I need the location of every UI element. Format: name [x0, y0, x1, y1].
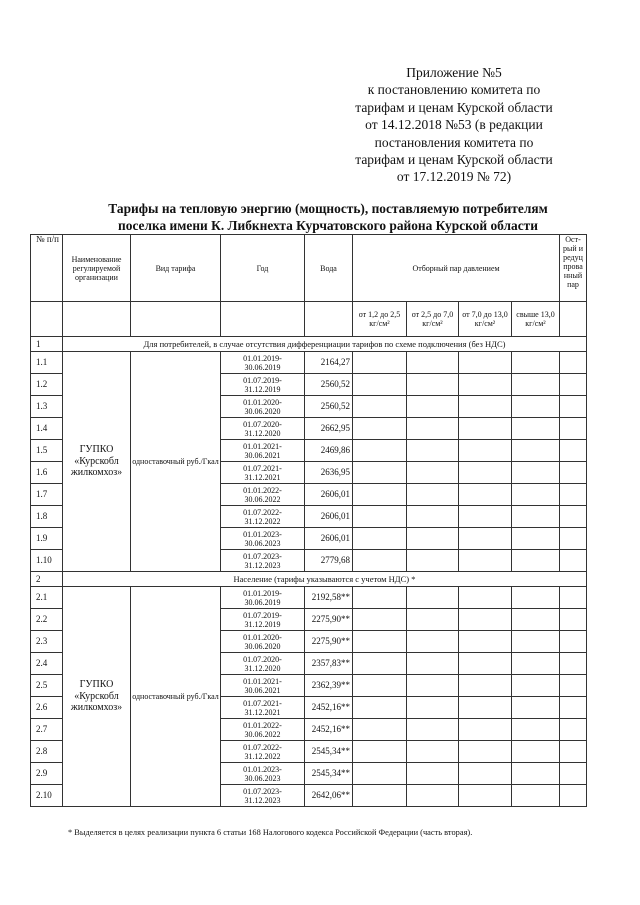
water-value: 2192,58** [305, 587, 353, 609]
period-cell [221, 719, 305, 741]
water-value: 2606,01 [305, 484, 353, 506]
period-end: 31.12.2020 [244, 428, 281, 438]
water-value: 2662,95 [305, 418, 353, 440]
row-num: 1.10 [31, 550, 63, 572]
empty-cell [353, 462, 407, 484]
empty-cell [512, 697, 560, 719]
row-num: 1.9 [31, 528, 63, 550]
period-end: 31.12.2020 [244, 663, 281, 673]
row-num: 2.7 [31, 719, 63, 741]
period-start: 01.01.2022- [243, 485, 282, 495]
empty-cell [353, 528, 407, 550]
period-start: 01.07.2021- [243, 698, 282, 708]
period-end: 30.06.2021 [244, 685, 281, 695]
empty-cell [407, 440, 459, 462]
water-value: 2560,52 [305, 396, 353, 418]
empty-cell [560, 418, 587, 440]
empty-cell [459, 462, 512, 484]
water-value: 2606,01 [305, 506, 353, 528]
period-start: 01.01.2021- [243, 441, 282, 451]
period-end: 30.06.2020 [244, 406, 281, 416]
org-name: ГУПКО «Курскобл жилкомхоз» [63, 352, 131, 572]
empty-cell [353, 396, 407, 418]
header-org: Наименование регулируемой организации [63, 235, 131, 302]
section-num: 2 [31, 572, 63, 587]
empty-cell [353, 763, 407, 785]
period-cell [221, 374, 305, 396]
period-cell [221, 352, 305, 374]
empty-cell [353, 653, 407, 675]
empty-cell [560, 763, 587, 785]
empty-cell [560, 352, 587, 374]
empty-cell [353, 697, 407, 719]
period-cell [221, 528, 305, 550]
period-start: 01.01.2023- [243, 529, 282, 539]
empty-cell [459, 587, 512, 609]
period-cell [221, 785, 305, 807]
period-start: 01.07.2020- [243, 654, 282, 664]
period-cell [221, 609, 305, 631]
period-start: 01.07.2022- [243, 507, 282, 517]
empty-cell [353, 631, 407, 653]
empty-cell [560, 785, 587, 807]
appendix-line: постановления комитета по [374, 134, 534, 150]
empty-cell [407, 741, 459, 763]
period-start: 01.07.2020- [243, 419, 282, 429]
empty-cell [407, 506, 459, 528]
empty-cell [512, 418, 560, 440]
empty-cell [407, 550, 459, 572]
empty-cell [512, 440, 560, 462]
empty-cell [459, 440, 512, 462]
empty-cell [560, 302, 587, 337]
period-cell [221, 763, 305, 785]
empty-cell [407, 785, 459, 807]
empty-cell [407, 763, 459, 785]
document-title [40, 200, 616, 234]
period-start: 01.01.2019- [243, 353, 282, 363]
empty-cell [407, 396, 459, 418]
period-start: 01.01.2019- [243, 588, 282, 598]
water-value: 2362,39** [305, 675, 353, 697]
empty-cell [407, 374, 459, 396]
table-row [31, 587, 587, 609]
row-num: 1.3 [31, 396, 63, 418]
empty-cell [560, 741, 587, 763]
empty-cell [512, 587, 560, 609]
empty-cell [353, 785, 407, 807]
period-end: 31.12.2021 [244, 472, 281, 482]
period-cell [221, 550, 305, 572]
period-cell [221, 440, 305, 462]
empty-cell [560, 697, 587, 719]
empty-cell [459, 609, 512, 631]
tariff-table [30, 234, 587, 807]
header-steam: Отборный пар давлением [353, 235, 560, 302]
empty-cell [512, 374, 560, 396]
water-value: 2275,90** [305, 631, 353, 653]
empty-cell [459, 352, 512, 374]
org-name: ГУПКО «Курскобл жилкомхоз» [63, 587, 131, 807]
period-cell [221, 675, 305, 697]
period-start: 01.07.2019- [243, 375, 282, 385]
empty-cell [560, 374, 587, 396]
row-num: 2.2 [31, 609, 63, 631]
empty-cell [459, 506, 512, 528]
appendix-line: от 14.12.2018 №53 (в редакции [365, 117, 543, 133]
empty-cell [407, 352, 459, 374]
empty-cell [560, 440, 587, 462]
section-row [31, 572, 587, 587]
period-start: 01.01.2021- [243, 676, 282, 686]
water-value: 2545,34** [305, 741, 353, 763]
empty-cell [512, 528, 560, 550]
empty-cell [512, 550, 560, 572]
period-cell [221, 587, 305, 609]
section-row [31, 337, 587, 352]
empty-cell [512, 609, 560, 631]
empty-cell [560, 631, 587, 653]
row-num: 1.1 [31, 352, 63, 374]
row-num: 1.5 [31, 440, 63, 462]
period-cell [221, 631, 305, 653]
section-title: Население (тарифы указываются с учетом НДС) * [63, 572, 587, 587]
footnote: * Выделяется в целях реализации пункта 6 статьи 168 Налогового кодекса Российской Федерации (часть вторая). [68, 828, 473, 837]
period-end: 31.12.2021 [244, 707, 281, 717]
water-value: 2642,06** [305, 785, 353, 807]
row-num: 2.3 [31, 631, 63, 653]
empty-cell [353, 374, 407, 396]
period-start: 01.01.2022- [243, 720, 282, 730]
steam-subheader: от 1,2 до 2,5 кг/см² [353, 302, 407, 337]
row-num: 1.4 [31, 418, 63, 440]
empty-cell [353, 719, 407, 741]
empty-cell [459, 675, 512, 697]
period-end: 31.12.2023 [244, 560, 281, 570]
period-end: 30.06.2023 [244, 538, 281, 548]
period-end: 31.12.2019 [244, 619, 281, 629]
appendix-block [328, 64, 580, 186]
empty-cell [560, 550, 587, 572]
empty-cell [512, 352, 560, 374]
empty-cell [560, 528, 587, 550]
empty-cell [512, 785, 560, 807]
empty-cell [512, 396, 560, 418]
empty-cell [512, 506, 560, 528]
empty-cell [407, 587, 459, 609]
row-num: 2.4 [31, 653, 63, 675]
empty-cell [407, 631, 459, 653]
row-num: 2.10 [31, 785, 63, 807]
row-num: 2.8 [31, 741, 63, 763]
water-value: 2636,95 [305, 462, 353, 484]
header-water: Вода [305, 235, 353, 302]
period-end: 31.12.2023 [244, 795, 281, 805]
period-end: 31.12.2019 [244, 384, 281, 394]
title-line-1: Тарифы на тепловую энергию (мощность), поставляемую потребителям [108, 201, 548, 216]
empty-cell [31, 302, 63, 337]
appendix-line: Приложение №5 [406, 65, 502, 80]
empty-cell [560, 675, 587, 697]
water-value: 2469,86 [305, 440, 353, 462]
period-start: 01.01.2023- [243, 764, 282, 774]
tariff-type: одноставочный руб./Гкал [131, 587, 221, 807]
period-end: 31.12.2022 [244, 516, 281, 526]
empty-cell [353, 587, 407, 609]
empty-cell [512, 719, 560, 741]
steam-subheader: от 7,0 до 13,0 кг/см² [459, 302, 512, 337]
water-value: 2779,68 [305, 550, 353, 572]
empty-cell [512, 763, 560, 785]
empty-cell [353, 440, 407, 462]
empty-cell [407, 418, 459, 440]
empty-cell [459, 550, 512, 572]
water-value: 2452,16** [305, 697, 353, 719]
period-cell [221, 418, 305, 440]
empty-cell [353, 675, 407, 697]
empty-cell [353, 506, 407, 528]
empty-cell [560, 462, 587, 484]
period-cell [221, 396, 305, 418]
empty-cell [407, 675, 459, 697]
appendix-line: тарифам и ценам Курской области [355, 99, 553, 115]
header-num: № п/п [31, 235, 63, 302]
period-start: 01.01.2020- [243, 632, 282, 642]
empty-cell [512, 462, 560, 484]
row-num: 1.6 [31, 462, 63, 484]
empty-cell [131, 302, 221, 337]
empty-cell [459, 396, 512, 418]
empty-cell [459, 763, 512, 785]
period-start: 01.01.2020- [243, 397, 282, 407]
empty-cell [407, 719, 459, 741]
empty-cell [305, 302, 353, 337]
row-num: 2.5 [31, 675, 63, 697]
empty-cell [353, 741, 407, 763]
empty-cell [512, 653, 560, 675]
empty-cell [353, 484, 407, 506]
period-end: 30.06.2022 [244, 729, 281, 739]
steam-subheader: свыше 13,0 кг/см² [512, 302, 560, 337]
appendix-line: к постановлению комитета по [367, 82, 541, 98]
empty-cell [63, 302, 131, 337]
empty-cell [459, 653, 512, 675]
period-cell [221, 462, 305, 484]
empty-cell [512, 484, 560, 506]
empty-cell [407, 609, 459, 631]
period-start: 01.07.2021- [243, 463, 282, 473]
empty-cell [407, 653, 459, 675]
empty-cell [560, 484, 587, 506]
period-cell [221, 506, 305, 528]
empty-cell [560, 506, 587, 528]
table-row [31, 352, 587, 374]
appendix-line: от 17.12.2019 № 72) [396, 169, 512, 185]
empty-cell [459, 484, 512, 506]
empty-cell [560, 587, 587, 609]
empty-cell [512, 741, 560, 763]
water-value: 2606,01 [305, 528, 353, 550]
subheader-row [31, 302, 587, 337]
empty-cell [459, 741, 512, 763]
empty-cell [459, 528, 512, 550]
empty-cell [353, 418, 407, 440]
period-end: 30.06.2023 [244, 773, 281, 783]
section-title: Для потребителей, в случае отсутствия дифференциации тарифов по схеме подключения (без НДС) [63, 337, 587, 352]
water-value: 2545,34** [305, 763, 353, 785]
water-value: 2357,83** [305, 653, 353, 675]
period-cell [221, 697, 305, 719]
empty-cell [560, 609, 587, 631]
period-start: 01.07.2023- [243, 551, 282, 561]
empty-cell [459, 785, 512, 807]
period-end: 30.06.2021 [244, 450, 281, 460]
period-end: 30.06.2019 [244, 362, 281, 372]
title-line-2: поселка имени К. Либкнехта Курчатовского района Курской области [118, 218, 538, 233]
row-num: 2.9 [31, 763, 63, 785]
section-num: 1 [31, 337, 63, 352]
empty-cell [459, 374, 512, 396]
empty-cell [560, 653, 587, 675]
empty-cell [407, 462, 459, 484]
empty-cell [459, 719, 512, 741]
water-value: 2275,90** [305, 609, 353, 631]
row-num: 1.8 [31, 506, 63, 528]
row-num: 1.2 [31, 374, 63, 396]
empty-cell [560, 396, 587, 418]
header-row [31, 235, 587, 302]
empty-cell [353, 550, 407, 572]
empty-cell [407, 528, 459, 550]
row-num: 1.7 [31, 484, 63, 506]
steam-subheader: от 2,5 до 7,0 кг/см² [407, 302, 459, 337]
row-num: 2.1 [31, 587, 63, 609]
empty-cell [459, 631, 512, 653]
period-start: 01.07.2022- [243, 742, 282, 752]
appendix-line: тарифам и ценам Курской области [355, 152, 553, 168]
empty-cell [353, 609, 407, 631]
tariff-type: одноставочный руб./Гкал [131, 352, 221, 572]
header-tariff-type: Вид тарифа [131, 235, 221, 302]
water-value: 2452,16** [305, 719, 353, 741]
header-year: Год [221, 235, 305, 302]
period-end: 30.06.2022 [244, 494, 281, 504]
water-value: 2164,27 [305, 352, 353, 374]
row-num: 2.6 [31, 697, 63, 719]
period-start: 01.07.2019- [243, 610, 282, 620]
period-end: 30.06.2019 [244, 597, 281, 607]
empty-cell [512, 631, 560, 653]
empty-cell [459, 418, 512, 440]
period-cell [221, 653, 305, 675]
period-start: 01.07.2023- [243, 786, 282, 796]
period-end: 30.06.2020 [244, 641, 281, 651]
period-cell [221, 741, 305, 763]
header-sharp-steam: Ост-рый и редуц прова нный пар [560, 235, 587, 302]
empty-cell [407, 484, 459, 506]
empty-cell [353, 352, 407, 374]
empty-cell [221, 302, 305, 337]
empty-cell [512, 675, 560, 697]
water-value: 2560,52 [305, 374, 353, 396]
period-cell [221, 484, 305, 506]
period-end: 31.12.2022 [244, 751, 281, 761]
empty-cell [560, 719, 587, 741]
empty-cell [459, 697, 512, 719]
empty-cell [407, 697, 459, 719]
